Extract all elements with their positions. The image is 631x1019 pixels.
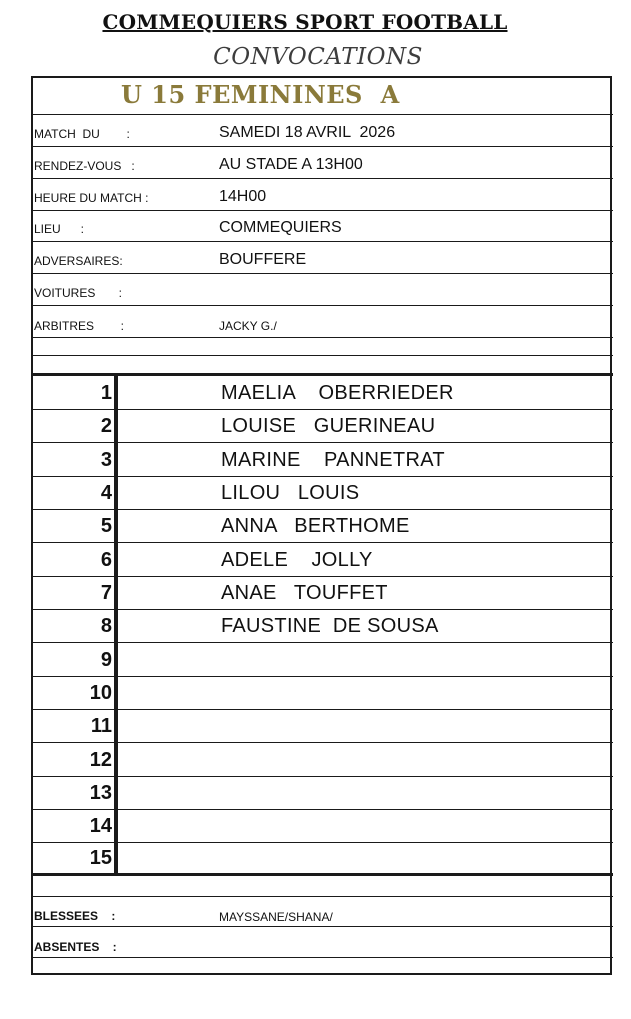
player-number: 15 — [89, 847, 112, 869]
player-name: LILOU LOUIS — [221, 482, 360, 504]
divider — [31, 178, 613, 179]
document-subtitle: CONVOCATIONS — [213, 44, 423, 70]
absent-label: ABSENTES : — [34, 940, 117, 954]
player-name: MAELIA OBERRIEDER — [221, 382, 454, 404]
match-date-label: MATCH DU : — [34, 127, 130, 141]
meeting-value: AU STADE A 13H00 — [219, 156, 363, 173]
divider — [31, 576, 613, 577]
player-number: 2 — [100, 415, 112, 437]
divider — [31, 642, 613, 643]
divider — [31, 114, 613, 115]
player-name: ADELE JOLLY — [221, 549, 373, 571]
match-date-value: SAMEDI 18 AVRIL 2026 — [219, 124, 396, 141]
divider — [31, 676, 613, 677]
player-number: 10 — [89, 682, 112, 704]
player-number: 3 — [100, 449, 112, 471]
player-number: 9 — [100, 649, 112, 671]
divider — [31, 373, 613, 376]
divider — [31, 609, 613, 610]
divider — [31, 709, 613, 710]
number-column-divider — [114, 375, 118, 875]
divider — [31, 542, 613, 543]
cars-label: VOITURES : — [34, 286, 123, 300]
divider — [31, 509, 613, 510]
divider — [31, 809, 613, 810]
divider — [31, 896, 613, 897]
kickoff-value: 14H00 — [219, 188, 267, 205]
player-name: MARINE PANNETRAT — [221, 449, 445, 471]
divider — [31, 957, 613, 958]
divider — [31, 926, 613, 927]
divider — [31, 305, 613, 306]
player-name: FAUSTINE DE SOUSA — [221, 615, 439, 637]
venue-value: COMMEQUIERS — [219, 219, 342, 236]
divider — [31, 742, 613, 743]
player-name: ANAE TOUFFET — [221, 582, 388, 604]
divider — [31, 442, 613, 443]
injured-label: BLESSEES : — [34, 909, 116, 923]
player-number: 1 — [100, 382, 112, 404]
divider — [31, 776, 613, 777]
player-number: 5 — [100, 515, 112, 537]
player-number: 7 — [100, 582, 112, 604]
meeting-label: RENDEZ-VOUS : — [34, 159, 135, 173]
divider — [31, 337, 613, 338]
referees-label: ARBITRES : — [34, 319, 125, 333]
divider — [31, 842, 613, 843]
player-name: LOUISE GUERINEAU — [221, 415, 436, 437]
player-number: 14 — [89, 815, 112, 837]
opponent-label: ADVERSAIRES: — [34, 254, 123, 268]
player-number: 4 — [100, 482, 112, 504]
player-name: ANNA BERTHOME — [221, 515, 410, 537]
divider — [31, 241, 613, 242]
opponent-value: BOUFFERE — [219, 251, 307, 268]
divider — [31, 146, 613, 147]
kickoff-label: HEURE DU MATCH : — [34, 191, 149, 205]
injured-value: MAYSSANE/SHANA/ — [219, 910, 333, 924]
player-number: 8 — [100, 615, 112, 637]
divider — [31, 210, 613, 211]
player-number: 6 — [100, 549, 112, 571]
player-number: 13 — [89, 782, 112, 804]
team-name: U 15 FEMININES A — [121, 80, 400, 109]
referees-value: JACKY G./ — [219, 319, 277, 333]
divider — [31, 409, 613, 410]
player-number: 11 — [90, 715, 112, 737]
divider — [31, 355, 613, 356]
player-number: 12 — [89, 749, 112, 771]
divider — [31, 273, 613, 274]
divider — [31, 873, 613, 876]
club-title: COMMEQUIERS SPORT FOOTBALL — [102, 10, 508, 34]
venue-label: LIEU : — [34, 222, 85, 236]
divider — [31, 476, 613, 477]
